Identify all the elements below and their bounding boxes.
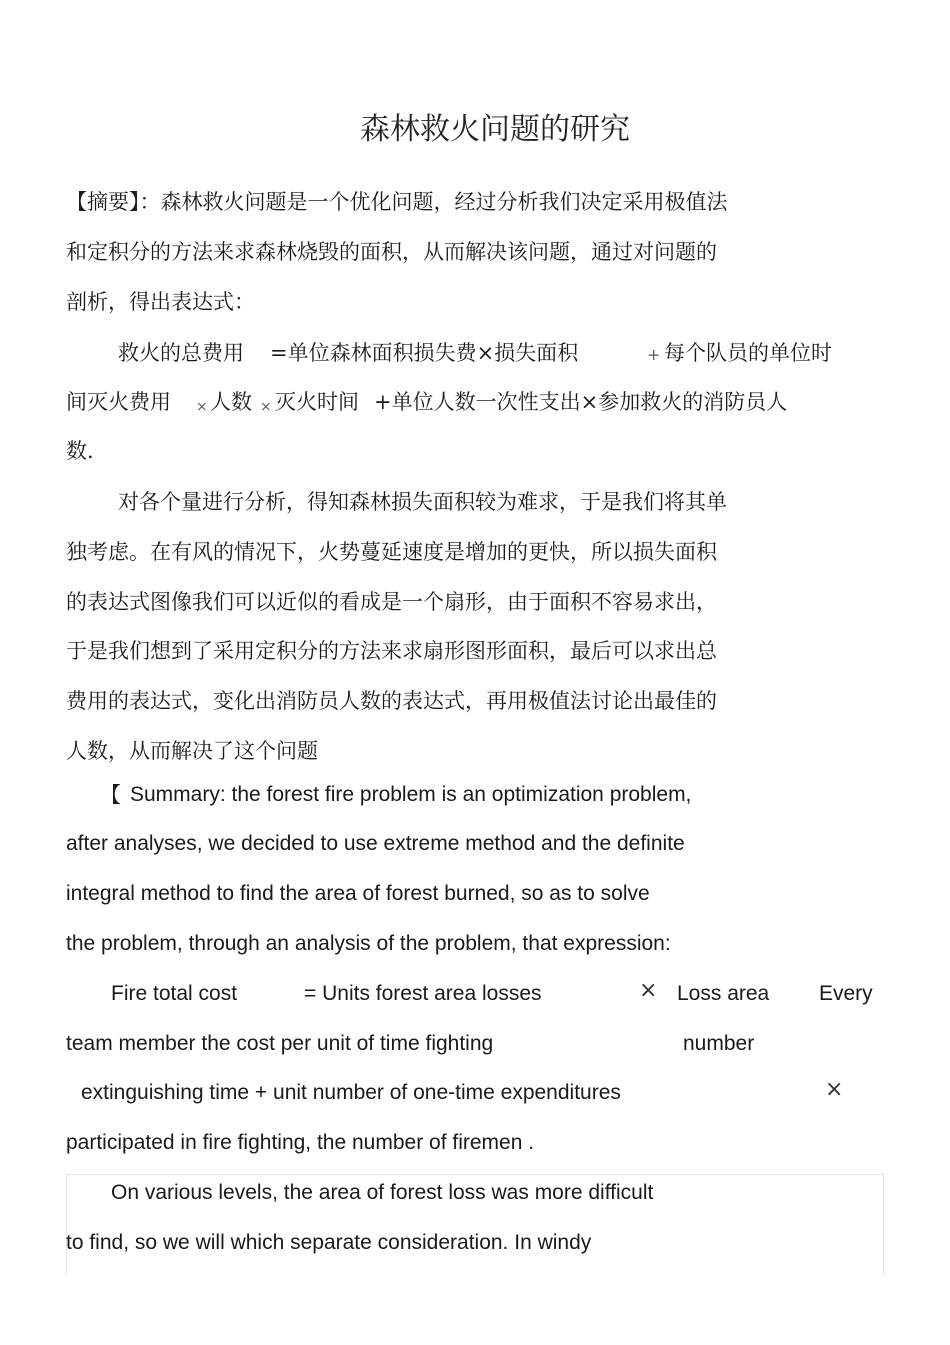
formula-en-line-2: team member the cost per unit of time fighting	[66, 1032, 494, 1055]
abstract-zh-line-3: 剖析，得出表达式：	[66, 290, 255, 314]
formula-en-times-2: ×	[825, 1077, 844, 1102]
formula-en-line-3: extinguishing time + unit number of one-time expenditures	[81, 1081, 621, 1104]
formula-zh-line3: 数.	[66, 439, 94, 463]
formula-en-total-cost: Fire total cost	[111, 982, 238, 1005]
formula-en-number: number	[683, 1032, 755, 1055]
formula-en-area-losses: = Units forest area losses	[304, 982, 542, 1005]
formula-zh-line2-d: +单位人数一次性支出×参加救火的消防员人	[374, 390, 788, 414]
formula-zh-area-loss: =单位森林面积损失费×损失面积	[270, 341, 579, 365]
document-title: 森林救火问题的研究	[360, 112, 630, 147]
formula-zh-line2-a: 间灭火费用	[66, 390, 171, 414]
abstract-zh-line-1: 【摘要】：森林救火问题是一个优化问题，经过分析我们决定采用极值法	[66, 190, 728, 214]
para2-zh-line-4: 于是我们想到了采用定积分的方法来求扇形图形面积，最后可以求出总	[66, 639, 717, 663]
summary-en-line-2: after analyses, we decided to use extreme method and the definite	[66, 832, 685, 855]
formula-zh-plus: +	[647, 345, 661, 364]
summary-bracket: 【	[100, 783, 121, 807]
formula-zh-fire-time: 灭火时间	[275, 390, 359, 414]
summary-en-line-4: the problem, through an analysis of the problem, that expression:	[66, 932, 671, 955]
para2-en-line-2: to find, so we will which separate consideration. In windy	[66, 1231, 592, 1254]
formula-zh-times-2: ×	[260, 399, 272, 415]
formula-en-times-1: ×	[639, 978, 658, 1003]
summary-en-line-3: integral method to find the area of forest burned, so as to solve	[66, 882, 650, 905]
para2-zh-line-3: 的表达式图像我们可以近似的看成是一个扇形，由于面积不容易求出，	[66, 590, 717, 614]
abstract-zh-line-2: 和定积分的方法来求森林烧毁的面积，从而解决该问题，通过对问题的	[66, 240, 717, 264]
para2-zh-line-2: 独考虑。在有风的情况下，火势蔓延速度是增加的更快，所以损失面积	[66, 540, 717, 564]
formula-zh-total-cost: 救火的总费用	[118, 341, 244, 365]
summary-en-line-1: Summary: the forest fire problem is an optimization problem,	[130, 783, 692, 806]
formula-en-every: Every	[819, 982, 873, 1005]
para2-en-line-1: On various levels, the area of forest loss was more difficult	[111, 1181, 654, 1204]
para2-zh-line-6: 人数，从而解决了这个问题	[66, 739, 318, 763]
para2-zh-line-1: 对各个量进行分析，得知森林损失面积较为难求，于是我们将其单	[118, 490, 727, 514]
para2-zh-line-5: 费用的表达式，变化出消防员人数的表达式，再用极值法讨论出最佳的	[66, 689, 717, 713]
formula-en-loss-area: Loss area	[677, 982, 770, 1005]
formula-zh-people: 人数	[210, 390, 252, 414]
formula-zh-times-1: ×	[196, 399, 208, 415]
formula-en-line-4: participated in fire fighting, the number of firemen .	[66, 1131, 535, 1154]
formula-zh-member-cost: 每个队员的单位时	[664, 341, 832, 365]
